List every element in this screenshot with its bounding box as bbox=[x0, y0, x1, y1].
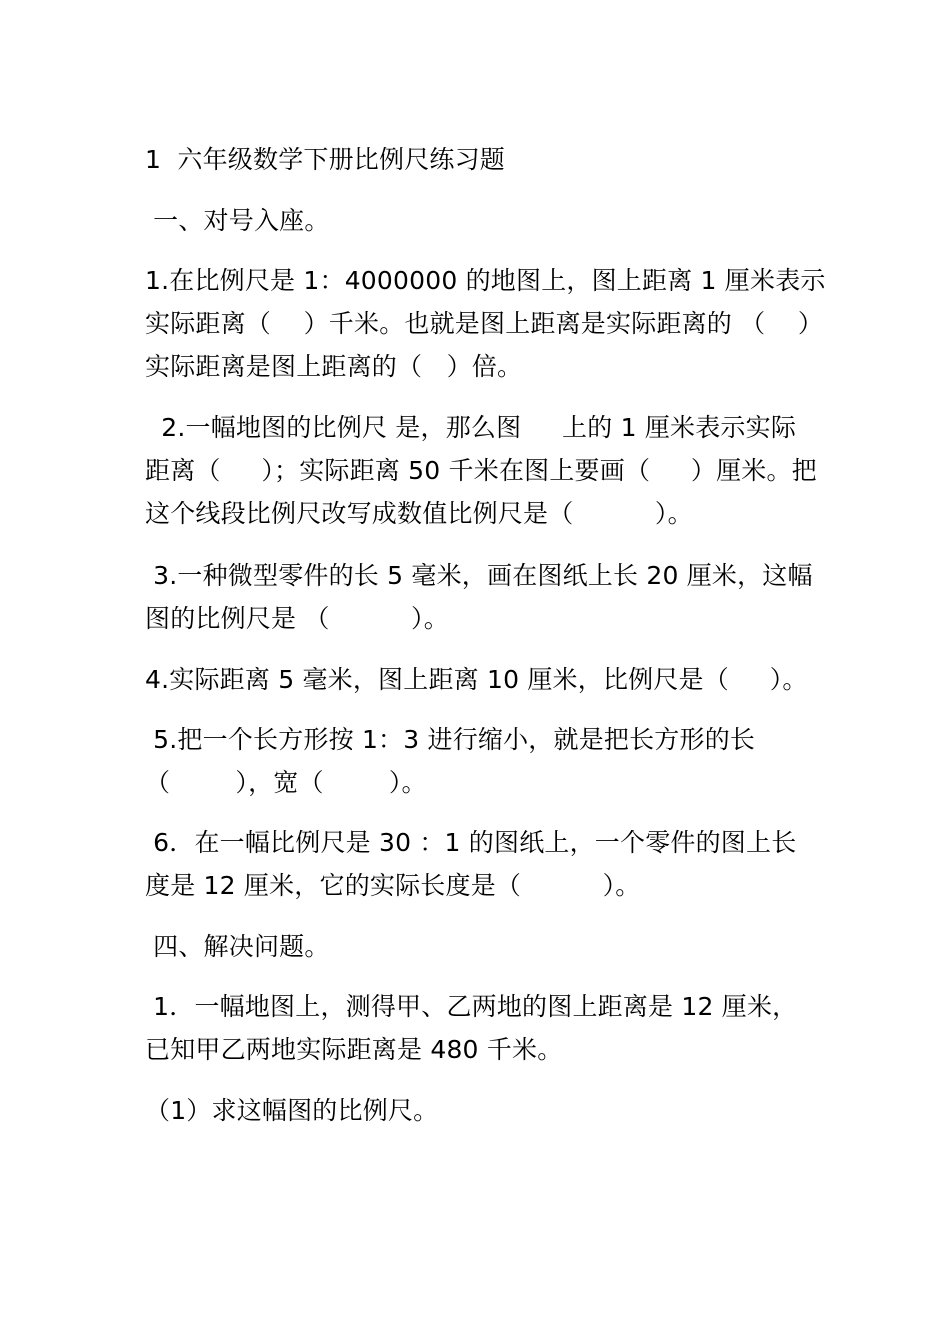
question-3-line-2: 图的比例尺是 （ ）。 bbox=[145, 604, 449, 633]
section-heading-fill-in: 一、对号入座。 bbox=[145, 206, 330, 235]
problem-1-line-1: 1．一幅地图上，测得甲、乙两地的图上距离是 12 厘米， bbox=[145, 992, 798, 1021]
question-1-line-3: 实际距离是图上距离的（ ）倍。 bbox=[145, 352, 523, 381]
question-6-line-1: 6．在一幅比例尺是 30 ：1 的图纸上，一个零件的图上长 bbox=[145, 828, 797, 857]
question-2-line-2: 距离（ ）；实际距离 50 千米在图上要画（ ）厘米。把 bbox=[145, 456, 817, 485]
section-heading-problem-solving: 四、解决问题。 bbox=[145, 932, 330, 961]
question-1-line-2: 实际距离（ ）千米。也就是图上距离是实际距离的 （ ） bbox=[145, 309, 824, 338]
question-6-line-2: 度是 12 厘米，它的实际长度是（ ）。 bbox=[145, 871, 641, 900]
page-title: 1 六年级数学下册比例尺练习题 bbox=[145, 145, 506, 174]
problem-1-line-2: 已知甲乙两地实际距离是 480 千米。 bbox=[145, 1035, 563, 1064]
question-3-line-1: 3.一种微型零件的长 5 毫米，画在图纸上长 20 厘米，这幅 bbox=[145, 561, 813, 590]
question-5-line-1: 5.把一个长方形按 1：3 进行缩小，就是把长方形的长 bbox=[145, 725, 756, 754]
question-2-line-1: 2.一幅地图的比例尺 是，那么图 上的 1 厘米表示实际 bbox=[145, 413, 797, 442]
question-1-line-1: 1.在比例尺是 1：4000000 的地图上，图上距离 1 厘米表示 bbox=[145, 266, 826, 295]
question-2-line-3: 这个线段比例尺改写成数值比例尺是（ ）。 bbox=[145, 499, 693, 528]
question-4-line-1: 4.实际距离 5 毫米，图上距离 10 厘米，比例尺是（ ）。 bbox=[145, 665, 808, 694]
question-5-line-2: （ ），宽（ ）。 bbox=[145, 768, 427, 797]
problem-1-subquestion-1: （1）求这幅图的比例尺。 bbox=[145, 1096, 439, 1125]
